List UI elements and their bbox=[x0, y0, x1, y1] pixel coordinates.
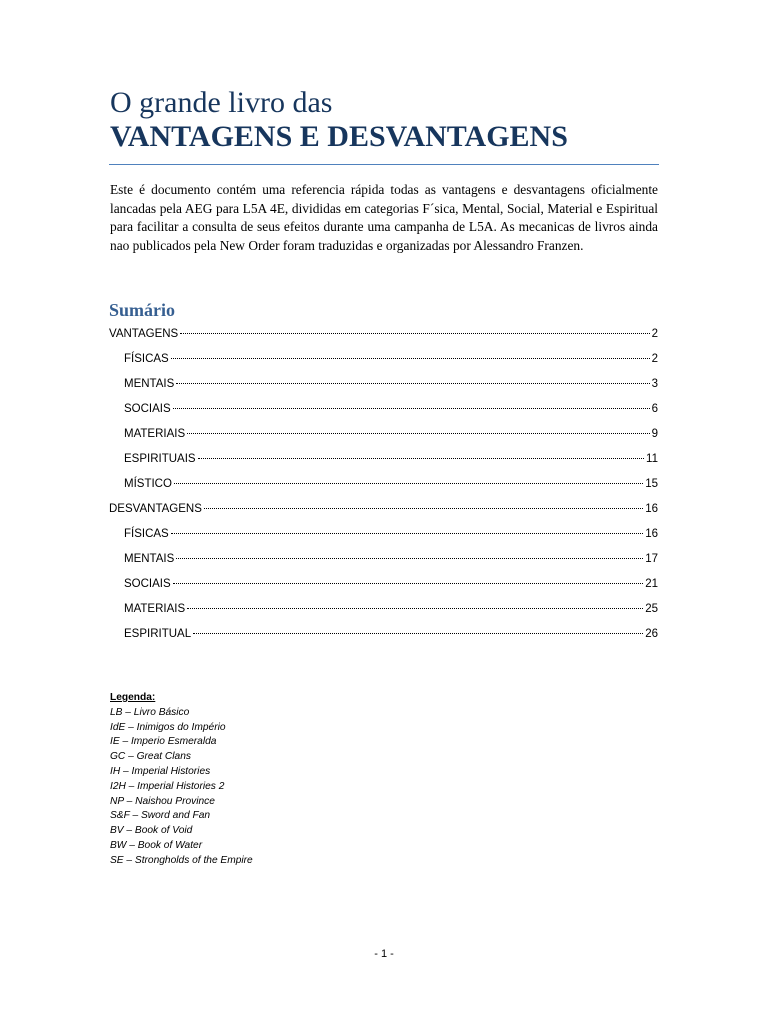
toc-leader-dots bbox=[176, 383, 649, 384]
toc-entry-page: 17 bbox=[645, 553, 658, 565]
toc-entry-page: 16 bbox=[645, 503, 658, 515]
toc-entry-label: ESPIRITUAIS bbox=[124, 453, 196, 465]
toc-leader-dots bbox=[187, 433, 649, 434]
legend-item: NP – Naishou Province bbox=[110, 795, 215, 807]
toc-entry-label: VANTAGENS bbox=[109, 328, 179, 340]
toc-entry[interactable] bbox=[109, 600, 658, 625]
toc-entry-page: 2 bbox=[651, 328, 658, 340]
intro-paragraph: Este é documento contém uma referencia rápida todas as vantagens e desvantagens oficialmente lancadas pela AEG para L5A 4E, divididas em categorias F´sica, Mental, Social, Material e Espiritual para facilitar a consulta de seus efeitos durante uma campanha de L5A. As mecanicas de livros ainda nao publicados pela New Order foram traduzidas e organizadas por Alessandro Franzen. bbox=[110, 182, 658, 253]
toc-entry[interactable] bbox=[109, 575, 658, 600]
legend-item: I2H – Imperial Histories 2 bbox=[110, 780, 225, 792]
toc-entry[interactable] bbox=[109, 525, 658, 550]
title-line-2: VANTAGENS E DESVANTAGENS bbox=[110, 120, 568, 153]
legend-item: SE – Strongholds of the Empire bbox=[110, 854, 253, 866]
toc-leader-dots bbox=[187, 608, 643, 609]
toc-entry[interactable] bbox=[109, 550, 658, 575]
toc-entry-label: MÍSTICO bbox=[124, 478, 172, 490]
toc-entry-label: SOCIAIS bbox=[124, 578, 171, 590]
page-number: - 1 - bbox=[374, 948, 394, 960]
toc-entry[interactable] bbox=[109, 475, 658, 500]
legend-item: IE – Imperio Esmeralda bbox=[110, 736, 217, 748]
legend-item: S&F – Sword and Fan bbox=[110, 810, 211, 822]
toc-entry-label: MENTAIS bbox=[124, 553, 175, 565]
legend-item: GC – Great Clans bbox=[110, 751, 191, 763]
toc-entry-page: 11 bbox=[646, 453, 658, 465]
toc-leader-dots bbox=[173, 583, 644, 584]
legend-item: BV – Book of Void bbox=[110, 825, 193, 837]
title-line-1: O grande livro das bbox=[110, 86, 333, 119]
toc-entry-page: 26 bbox=[645, 628, 658, 640]
toc-entry-page: 15 bbox=[645, 478, 658, 490]
legend-item: IH – Imperial Histories bbox=[110, 765, 211, 777]
toc-entry[interactable] bbox=[109, 625, 658, 650]
toc-entry[interactable] bbox=[109, 500, 658, 525]
toc-entry-page: 9 bbox=[651, 428, 658, 440]
toc-entry-label: FÍSICAS bbox=[124, 528, 169, 540]
toc-leader-dots bbox=[171, 358, 650, 359]
toc-entry-page: 2 bbox=[651, 353, 658, 365]
toc-entry-page: 16 bbox=[645, 528, 658, 540]
toc-entry[interactable] bbox=[109, 425, 658, 450]
toc-entry-label: FÍSICAS bbox=[124, 353, 169, 365]
toc-entry-page: 25 bbox=[645, 603, 658, 615]
document-title bbox=[110, 86, 568, 154]
toc-leader-dots bbox=[176, 558, 643, 559]
toc-entry-label: MATERIAIS bbox=[124, 428, 186, 440]
toc-entry[interactable] bbox=[109, 450, 658, 475]
toc-heading: Sumário bbox=[109, 300, 176, 320]
legend-title: Legenda: bbox=[110, 692, 156, 703]
title-divider bbox=[109, 164, 659, 165]
legend-item: LB – Livro Básico bbox=[110, 706, 190, 718]
toc-entry-label: DESVANTAGENS bbox=[109, 503, 202, 515]
toc-leader-dots bbox=[173, 408, 650, 409]
table-of-contents bbox=[109, 325, 658, 650]
toc-entry-page: 3 bbox=[651, 378, 658, 390]
toc-leader-dots bbox=[171, 533, 643, 534]
toc-entry-label: SOCIAIS bbox=[124, 403, 171, 415]
toc-entry[interactable] bbox=[109, 325, 658, 350]
toc-leader-dots bbox=[180, 333, 649, 334]
toc-entry-label: MATERIAIS bbox=[124, 603, 186, 615]
toc-leader-dots bbox=[204, 508, 643, 509]
legend-item: IdE – Inimigos do Império bbox=[110, 721, 226, 733]
toc-entry-label: ESPIRITUAL bbox=[124, 628, 192, 640]
toc-entry-page: 21 bbox=[645, 578, 658, 590]
legend bbox=[110, 691, 253, 869]
toc-entry[interactable] bbox=[109, 375, 658, 400]
toc-leader-dots bbox=[198, 458, 644, 459]
legend-item: BW – Book of Water bbox=[110, 839, 203, 851]
toc-entry[interactable] bbox=[109, 400, 658, 425]
toc-entry-page: 6 bbox=[651, 403, 658, 415]
toc-entry-label: MENTAIS bbox=[124, 378, 175, 390]
toc-entry[interactable] bbox=[109, 350, 658, 375]
toc-leader-dots bbox=[193, 633, 643, 634]
toc-leader-dots bbox=[174, 483, 643, 484]
